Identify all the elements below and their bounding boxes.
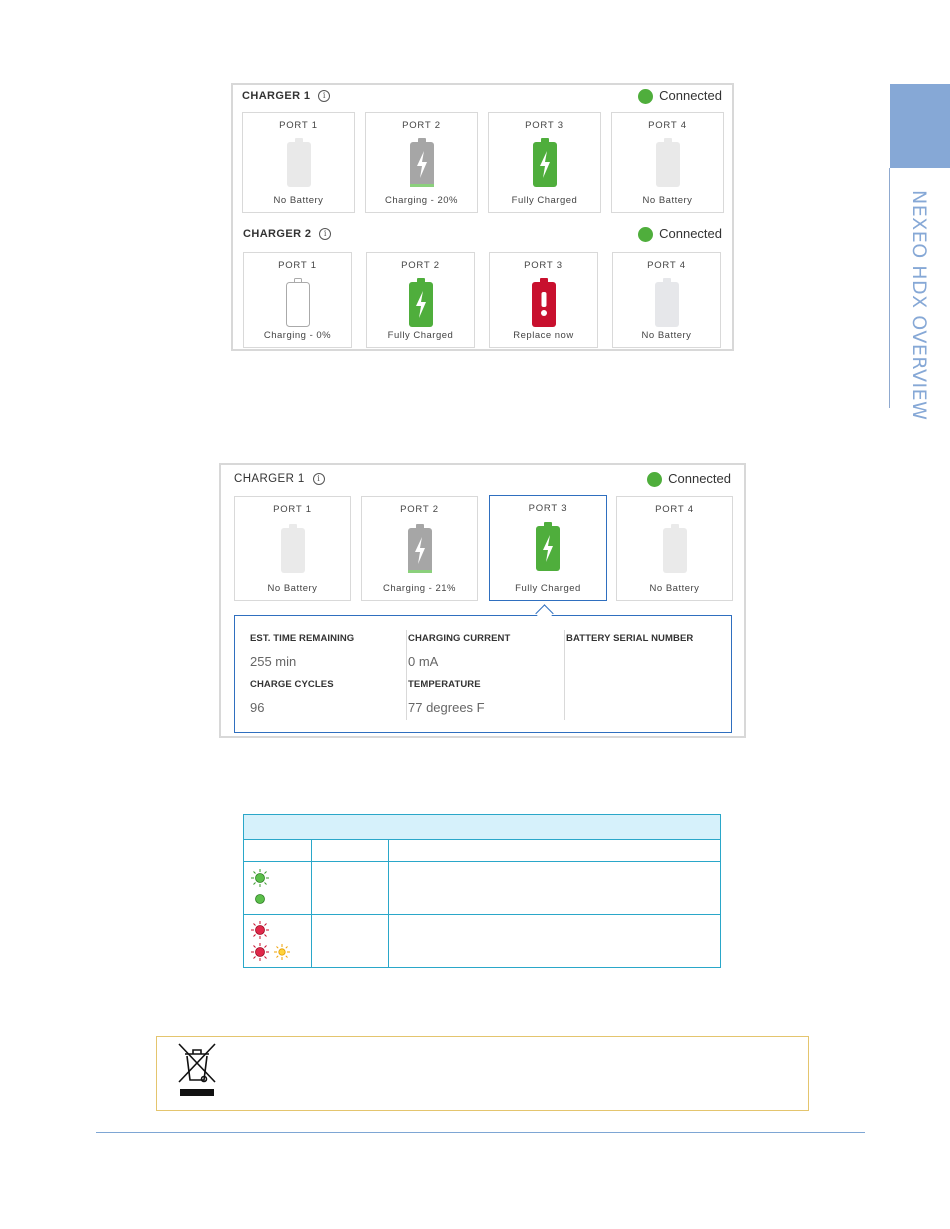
port-tile[interactable]	[234, 496, 351, 601]
table-column-row	[244, 840, 721, 862]
charge-cycles-label: CHARGE CYCLES	[250, 679, 334, 690]
section-divider	[889, 168, 890, 408]
charge-cycles-value: 96	[250, 700, 265, 715]
port-status: No Battery	[642, 195, 693, 206]
port-tile[interactable]	[365, 112, 478, 213]
connection-status: Connected	[668, 471, 731, 486]
battery-empty-icon	[280, 524, 306, 579]
charger-1-connection	[647, 471, 731, 487]
info-icon[interactable]: i	[318, 90, 330, 102]
table-header-cell	[244, 815, 721, 840]
connected-status-icon	[647, 472, 662, 487]
port-tile[interactable]	[366, 252, 475, 348]
port-status: No Battery	[267, 583, 318, 594]
port-tile[interactable]	[611, 112, 724, 213]
port-status: Charging - 0%	[263, 330, 332, 341]
port-label: PORT 1	[278, 260, 317, 271]
port-label: PORT 4	[648, 120, 687, 131]
port-tile[interactable]	[361, 496, 478, 601]
port-tile[interactable]	[243, 252, 352, 348]
charger-1-connection	[638, 88, 722, 104]
port-status: No Battery	[649, 583, 700, 594]
temperature-value: 77 degrees F	[408, 700, 485, 715]
led-green-blinking-icon	[251, 869, 269, 887]
connection-status: Connected	[659, 226, 722, 241]
charger-2-connection	[638, 226, 722, 242]
table-cell	[244, 862, 312, 915]
battery-empty-icon	[286, 138, 312, 193]
port-label: PORT 2	[400, 504, 439, 515]
port-status: No Battery	[273, 195, 324, 206]
port-label: PORT 1	[279, 120, 318, 131]
battery-full-icon	[408, 278, 434, 333]
info-icon[interactable]: i	[313, 473, 325, 485]
charger-name: CHARGER 2	[243, 228, 312, 240]
port-status: Fully Charged	[511, 195, 578, 206]
section-tab	[890, 84, 950, 168]
temperature-label: TEMPERATURE	[408, 679, 481, 690]
battery-outline-icon	[285, 278, 311, 333]
connected-status-icon	[638, 227, 653, 242]
battery-empty-icon	[655, 138, 681, 193]
charger-name: CHARGER 1	[242, 90, 311, 102]
battery-details-popover	[234, 615, 732, 733]
port-tile[interactable]	[242, 112, 355, 213]
port-label: PORT 4	[647, 260, 686, 271]
battery-alert-icon	[531, 278, 557, 333]
port-tile-selected[interactable]	[489, 495, 607, 601]
port-tile[interactable]	[612, 252, 721, 348]
battery-full-icon	[532, 138, 558, 193]
port-status: Fully Charged	[387, 330, 454, 341]
port-label: PORT 3	[528, 503, 568, 514]
port-label: PORT 4	[655, 504, 694, 515]
charger-2-heading	[243, 228, 331, 240]
port-tile[interactable]	[488, 112, 601, 213]
port-status: Charging - 20%	[384, 195, 458, 206]
led-indicator-table	[243, 814, 721, 968]
table-row	[244, 862, 721, 915]
battery-charging-icon	[407, 524, 433, 579]
port-tile[interactable]	[489, 252, 598, 348]
column-divider	[564, 630, 565, 720]
table-cell	[312, 862, 389, 915]
led-green-solid-icon	[254, 893, 266, 905]
weee-crossed-bin-icon	[177, 1042, 217, 1100]
port-label: PORT 2	[401, 260, 440, 271]
port-label: PORT 3	[525, 120, 564, 131]
serial-number-label: BATTERY SERIAL NUMBER	[566, 633, 694, 644]
charging-current-value: 0 mA	[408, 654, 439, 669]
footer-rule	[96, 1132, 865, 1133]
table-cell	[389, 862, 721, 915]
port-status: Charging - 21%	[382, 583, 456, 594]
est-time-label: EST. TIME REMAINING	[250, 633, 355, 644]
port-status: Fully Charged	[515, 583, 581, 594]
est-time-value: 255 min	[250, 654, 297, 669]
charger-status-panel-1	[231, 83, 734, 351]
battery-empty-icon	[654, 278, 680, 333]
port-label: PORT 2	[402, 120, 441, 131]
charging-current-label: CHARGING CURRENT	[408, 633, 511, 644]
charger-1-heading	[234, 473, 325, 485]
led-amber-blinking-icon	[274, 944, 290, 960]
charger-name: CHARGER 1	[234, 473, 305, 486]
port-status: No Battery	[641, 330, 692, 341]
port-label: PORT 3	[524, 260, 563, 271]
battery-full-icon	[535, 522, 561, 577]
table-header-row	[244, 815, 721, 840]
port-status: Replace now	[513, 330, 574, 341]
connected-status-icon	[638, 89, 653, 104]
port-tile[interactable]	[616, 496, 733, 601]
table-cell	[312, 915, 389, 968]
info-icon[interactable]: i	[319, 228, 331, 240]
led-red-blinking-icon	[251, 921, 269, 939]
port-label: PORT 1	[273, 504, 312, 515]
led-red-blinking-icon	[251, 943, 269, 961]
table-cell	[389, 840, 721, 862]
connection-status: Connected	[659, 88, 722, 103]
column-divider	[406, 630, 407, 720]
table-cell	[244, 840, 312, 862]
table-cell	[244, 915, 312, 968]
charger-1-heading	[242, 90, 330, 102]
battery-charging-icon	[409, 138, 435, 193]
table-row	[244, 915, 721, 968]
table-cell	[389, 915, 721, 968]
disposal-notice-box	[156, 1036, 809, 1111]
battery-empty-icon	[662, 524, 688, 579]
table-cell	[312, 840, 389, 862]
section-title: NEXEO HDX OVERVIEW	[908, 190, 930, 421]
